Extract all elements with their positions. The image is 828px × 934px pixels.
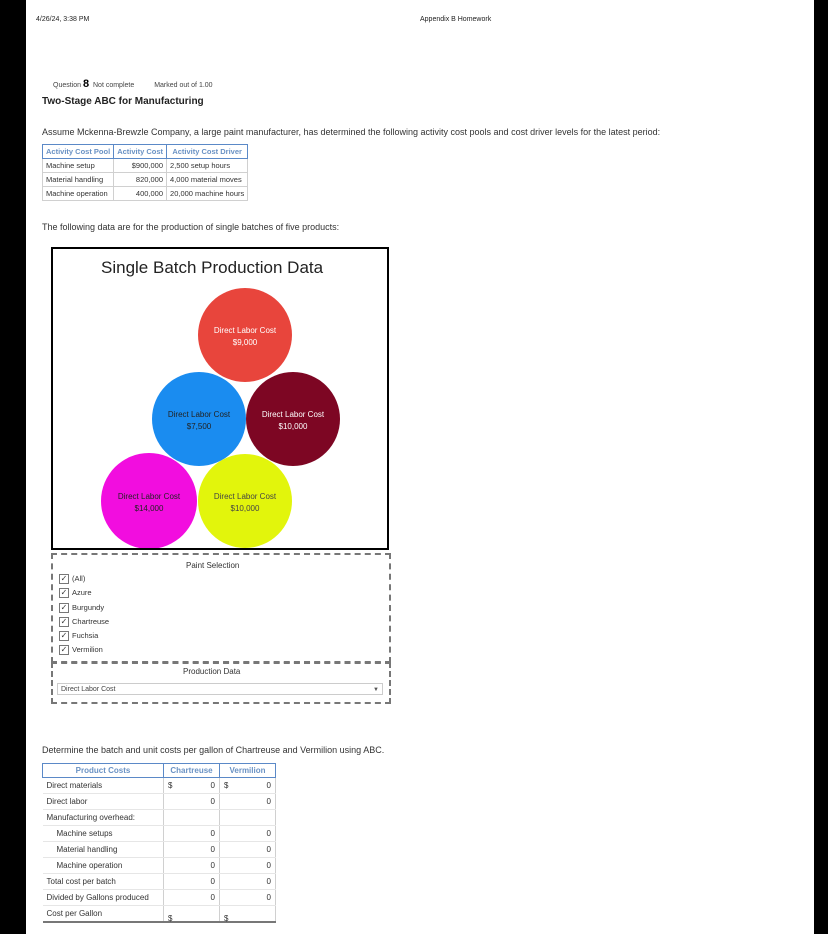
vermilion-input [220, 810, 276, 826]
cost-row-label: Material handling [43, 842, 164, 858]
question-status: Not complete [93, 82, 135, 89]
pool-cell: Machine setup [43, 159, 114, 173]
vermilion-input[interactable] [220, 890, 276, 906]
question-title: Two-Stage ABC for Manufacturing [42, 96, 204, 107]
checkbox-checked-icon[interactable]: ✓ [60, 617, 68, 627]
cost-row-label: Total cost per batch [43, 874, 164, 890]
dollar-sign: $ [168, 781, 173, 790]
chartreuse-input[interactable] [164, 874, 220, 890]
table-row [43, 890, 276, 906]
production-intro: The following data are for the production of single batches of five products: [42, 222, 340, 232]
bubble-label: Direct Labor Cost [213, 492, 277, 501]
question-marks: Marked out of 1.00 [154, 82, 213, 89]
table-row [43, 906, 276, 923]
cell-value: 0 [210, 845, 215, 854]
print-page-title: Appendix B Homework [420, 16, 492, 23]
activity-header: Activity Cost Driver [167, 145, 248, 159]
cost-cell: 820,000 [114, 173, 167, 187]
activity-header: Activity Cost [114, 145, 167, 159]
vermilion-input[interactable] [220, 842, 276, 858]
intro-text: Assume Mckenna-Brewzle Company, a large paint manufacturer, has determined the following activity cost pools and cost driver levels for the latest period: [42, 127, 661, 137]
page [26, 0, 814, 934]
question-info [53, 78, 213, 90]
checkbox-checked-icon[interactable]: ✓ [60, 645, 68, 655]
chartreuse-input[interactable] [164, 826, 220, 842]
paint-selection-filter [51, 553, 391, 663]
dollar-sign: $ [224, 913, 229, 923]
table-row [43, 159, 248, 173]
cost-row-label: Direct materials [43, 778, 164, 794]
cost-header: Chartreuse [164, 764, 220, 778]
paint-selection-title: Paint Selection [186, 561, 240, 570]
bubble-value: $9,000 [232, 338, 258, 347]
checkbox-checked-icon[interactable]: ✓ [60, 588, 68, 598]
table-row [43, 778, 276, 794]
bubble-label: Direct Labor Cost [117, 492, 181, 501]
dollar-sign: $ [224, 781, 229, 790]
table-row [43, 173, 248, 187]
bubble-azure[interactable] [152, 372, 246, 466]
production-data-filter [51, 662, 391, 704]
chart-title: Single Batch Production Data [101, 258, 324, 277]
checkbox-checked-icon[interactable]: ✓ [60, 574, 68, 584]
vermilion-input[interactable] [220, 874, 276, 890]
chartreuse-input[interactable] [164, 906, 220, 923]
cell-value: 0 [210, 893, 215, 902]
filter-option-fuchsia[interactable]: ✓ Fuchsia [60, 631, 99, 641]
bubble-label: Direct Labor Cost [213, 326, 277, 335]
filter-option-chartreuse[interactable]: ✓ Chartreuse [60, 617, 110, 627]
checkbox-checked-icon[interactable]: ✓ [60, 603, 68, 613]
cost-row-label: Manufacturing overhead: [43, 810, 164, 826]
cost-row-label: Divided by Gallons produced [43, 890, 164, 906]
cost-cell: $900,000 [114, 159, 167, 173]
cell-value: 0 [266, 861, 271, 870]
cell-value: 0 [266, 829, 271, 838]
vermilion-input[interactable] [220, 778, 276, 794]
bubble-value: $10,000 [278, 422, 308, 431]
bubble-value: $7,500 [186, 422, 212, 431]
cell-value: 0 [266, 893, 271, 902]
cell-value: 0 [210, 877, 215, 886]
cost-header: Vermilion [220, 764, 276, 778]
cost-row-label: Cost per Gallon [43, 906, 164, 923]
cost-header: Product Costs [43, 764, 164, 778]
cost-row-label: Machine setups [43, 826, 164, 842]
cost-row-label: Machine operation [43, 858, 164, 874]
table-row [43, 187, 248, 201]
filter-option-burgundy[interactable]: ✓ Burgundy [60, 603, 105, 613]
driver-cell: 20,000 machine hours [167, 187, 248, 201]
filter-option-all[interactable]: ✓ (All) [60, 574, 86, 584]
vermilion-input[interactable] [220, 826, 276, 842]
cell-value: 0 [210, 797, 215, 806]
activity-header: Activity Cost Pool [43, 145, 114, 159]
table-row [43, 842, 276, 858]
bubble-value: $14,000 [134, 504, 164, 513]
bubble-vermilion[interactable] [198, 288, 292, 382]
cell-value: 0 [210, 829, 215, 838]
chartreuse-input[interactable] [164, 778, 220, 794]
production-data-select[interactable] [57, 683, 383, 695]
question-text: Determine the batch and unit costs per gallon of Chartreuse and Vermilion using ABC. [42, 745, 385, 755]
cell-value: 0 [266, 845, 271, 854]
cost-row-label: Direct labor [43, 794, 164, 810]
vermilion-input[interactable] [220, 858, 276, 874]
bubble-burgundy[interactable] [246, 372, 340, 466]
cell-value: 0 [266, 877, 271, 886]
bubble-chart [51, 247, 389, 550]
driver-cell: 4,000 material moves [167, 173, 248, 187]
chartreuse-input[interactable] [164, 842, 220, 858]
bubble-value: $10,000 [230, 504, 260, 513]
filter-option-vermilion[interactable]: ✓ Vermilion [60, 645, 103, 655]
vermilion-input[interactable] [220, 906, 276, 923]
chartreuse-input [164, 810, 220, 826]
question-number: 8 [82, 78, 90, 90]
table-row [43, 858, 276, 874]
selected-measure: Direct Labor Cost [61, 686, 116, 693]
filter-option-azure[interactable]: ✓ Azure [60, 588, 92, 598]
chartreuse-input[interactable] [164, 858, 220, 874]
cell-value: 0 [210, 861, 215, 870]
cell-value: 0 [210, 781, 215, 790]
driver-cell: 2,500 setup hours [167, 159, 248, 173]
table-row [43, 810, 276, 826]
question-prefix: Question [53, 82, 82, 89]
bubble-label: Direct Labor Cost [261, 410, 325, 419]
table-row [43, 826, 276, 842]
bubble-label: Direct Labor Cost [167, 410, 231, 419]
cell-value: 0 [266, 781, 271, 790]
activity-table [42, 144, 248, 201]
production-data-title: Production Data [183, 667, 241, 676]
chartreuse-input[interactable] [164, 794, 220, 810]
dropdown-arrow-icon[interactable]: ▼ [373, 687, 379, 693]
chartreuse-input[interactable] [164, 890, 220, 906]
cost-table [42, 763, 276, 923]
bubble-chart-svg [53, 249, 387, 548]
table-row [43, 794, 276, 810]
cost-cell: 400,000 [114, 187, 167, 201]
vermilion-input[interactable] [220, 794, 276, 810]
bubble-chartreuse[interactable] [198, 454, 292, 548]
pool-cell: Machine operation [43, 187, 114, 201]
pool-cell: Material handling [43, 173, 114, 187]
checkbox-checked-icon[interactable]: ✓ [60, 631, 68, 641]
dollar-sign: $ [168, 913, 173, 923]
print-datetime: 4/26/24, 3:38 PM [36, 16, 90, 23]
table-row [43, 874, 276, 890]
cell-value: 0 [266, 797, 271, 806]
